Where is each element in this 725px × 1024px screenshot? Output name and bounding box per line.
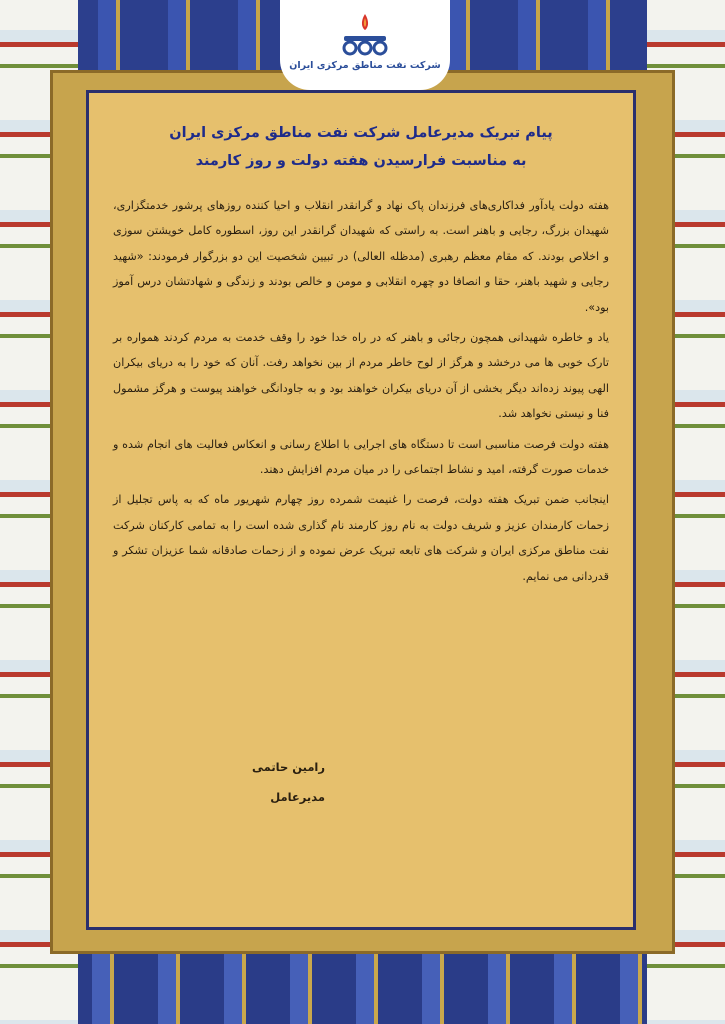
paragraph-3: هفته دولت فرصت مناسبی است تا دستگاه های اجرایی با اطلاع رسانی و انعکاس فعالیت های انجام شده و خدمات صورت گرفته، امید و نشاط اجتماعی را در میان مردم افزایش دهند. [113,437,609,477]
title-line-2: به مناسبت فرارسیدن هفته دولت و روز کارمند [195,153,527,169]
signer-position: مدیرعامل [270,790,325,804]
message-title [113,119,609,175]
signature-block [252,760,325,820]
message-panel [86,90,636,930]
company-logo [280,0,450,90]
paragraph-2: یاد و خاطره شهیدانی همچون رجائی و باهنر که در راه خدا خود را وقف خدمت به مردم کردند همواره بر تارک خوبی ها می درخشد و هرگز از لوح خاطر مردم از بین نخواهد رفت. آنان که خود را به دریای بیکران الهی پیوند زده‌اند دیگر بخشی از آن دریای بیکران خواهند بود و به جاودانگی خواهند پیوست و هرگز مشمول فنا و نیستی نخواهد شد. [113,331,609,421]
nioc-flame-logo-icon [338,12,392,58]
signer-name: رامین حاتمی [252,760,325,774]
paragraph-1: هفته دولت یادآور فداکاری‌های فرزندان پاک نهاد و گرانقدر انقلاب و احیا کننده روزهای پرشور خدمتگزاری، شهیدان بزرگ، رجایی و باهنر است. به راستی که شهیدان گرانقدر این روز، اسطوره کامل خویشتن سوزی و اخلاص بودند. که مقام معظم رهبری (مدظله العالی) در تبیین شخصیت این دو بزرگوار فرمودند: «شهید رجایی و شهید باهنر، حقا و انصافا دو چهره انقلابی و مومن و خالص بودند و زندگی و شهادتشان درس آموز بود». [113,199,609,314]
paragraph-4: اینجانب ضمن تبریک هفته دولت، فرصت را غنیمت شمرده روز چهارم شهریور ماه که به پاس تجلیل از زحمات کارمندان عزیز و شریف دولت به نام روز کارمند نام گذاری شده است را به تمامی کارکنان شرکت نفت مناطق مرکزی ایران و شرکت های تابعه تبریک عرض نموده و از زحمات صادقانه شما عزیزان تشکر و قدردانی می نمایم. [113,493,609,583]
title-line-1: پیام تبریک مدیرعامل شرکت نفت مناطق مرکزی ایران [169,125,553,141]
company-name: شرکت نفت مناطق مرکزی ایران [289,60,441,71]
